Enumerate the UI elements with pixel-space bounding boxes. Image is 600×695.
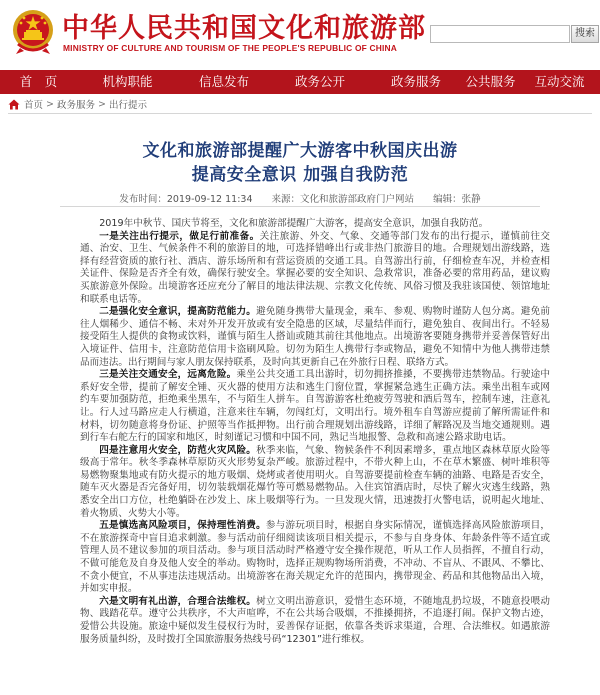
breadcrumb bbox=[8, 96, 147, 112]
site-name: 中华人民共和国文化和旅游部 bbox=[62, 13, 426, 44]
article-body bbox=[80, 218, 550, 646]
article-paragraph bbox=[80, 231, 550, 307]
article-title-line2: 提高安全意识 加强自我防范 bbox=[191, 165, 409, 185]
site-header bbox=[0, 0, 600, 70]
national-emblem-icon[interactable] bbox=[10, 6, 56, 56]
paragraph-text: 秋季来临，气象、物候条件不利因素增多，重点地区森林草原火险等级高于常年。秋冬季森林草原防灭火形势复杂严峻。旅游过程中，不带火种上山，不在草木繁盛、树叶堆积等易燃物聚集地或有防火提示的地方吸烟、烧烤或者使用明火。自驾游要提前检查车辆的油路、电路是否安全，随车灭火器是否完备好用，切勿装载烟花爆竹等可燃易燃物品。入住宾馆酒店时，尽快了解火灾逃生线路，熟悉安全出口方位，杜绝躺卧在沙发上、床上吸烟等行为。一旦发现火情，迅速拨打火警电话，说明起火地址、着火物质、火势大小等。 bbox=[80, 444, 551, 519]
article-source: 来源：文化和旅游部政府门户网站 bbox=[271, 194, 415, 205]
paragraph-lead: 四是注意用火安全，防范火灾风险。 bbox=[99, 444, 257, 456]
article-editor: 编辑：张静 bbox=[433, 194, 481, 205]
paragraph-lead: 一是关注出行提示，做足行前准备。 bbox=[99, 230, 260, 242]
article-paragraph bbox=[80, 520, 550, 596]
paragraph-lead: 五是慎选高风险项目，保持理性消费。 bbox=[99, 520, 266, 532]
home-icon bbox=[8, 99, 20, 110]
article-meta bbox=[0, 191, 600, 205]
paragraph-text: 关注旅游、外交、气象、交通等部门发布的出行提示，谨慎前往交通、治安、卫生、气候条件不利的旅游目的地，可选择错峰出行或非热门旅游目的地。合理规划出游线路，选择有经营资质的旅行社、酒店、游乐场所和有营运资质的交通工具。自驾游出行前，仔细检查车况，并检查相关证件、保险是否齐全有效，确保行驶安全。掌握必要的安全知识、急救常识，准备必要的常用药品，建议购买旅游意外保险。出境游客还应充分了解目的地法律法规、宗教文化传统、风俗习惯及我驻该国使、领馆地址和联系电话等。 bbox=[80, 230, 551, 305]
article-paragraph bbox=[80, 369, 550, 445]
breadcrumb-travel-tips[interactable]: 出行提示 bbox=[108, 100, 147, 111]
nav-item-3[interactable]: 政务公开 bbox=[294, 74, 345, 89]
meta-divider bbox=[60, 206, 540, 207]
nav-item-6[interactable]: 互动交流 bbox=[534, 74, 585, 89]
breadcrumb-separator: > bbox=[46, 98, 54, 110]
nav-item-5[interactable]: 公共服务 bbox=[465, 74, 516, 89]
paragraph-lead: 三是关注交通安全，远离危险。 bbox=[99, 369, 237, 381]
paragraph-text: 2019年中秋节、国庆节将至，文化和旅游部提醒广大游客，提高安全意识，加强自我防范。 bbox=[99, 218, 489, 229]
paragraph-text: 避免随身携带大量现金，乘车、参观、购物时谨防人包分离。避免前往人烟稀少、通信不畅、未对外开发开放或有安全隐患的区域，尽量结伴而行，避免独自、夜间出行。不轻易接受陌生人提供的食物或饮料，谨慎与陌生人搭讪或随其前往其他地点。出境游客要随身携带并妥善保管好出入境证件、信用卡，注意防范信用卡盗刷风险。切勿为陌生人携带行李或物品，避免不知情中为他人携带违禁品而违法。出行期间与家人朋友保持联系，及时向其更新自己在外旅行日程、联络方式。 bbox=[80, 306, 551, 368]
article-paragraph bbox=[80, 306, 550, 369]
article-title-line1: 文化和旅游部提醒广大游客中秋国庆出游 bbox=[142, 141, 458, 161]
paragraph-lead: 二是强化安全意识，提高防范能力。 bbox=[99, 306, 257, 318]
paragraph-text: 树立文明出游意识，爱惜生态环境，不随地乱扔垃圾，不随意投喂动物、践踏花草。遵守公共秩序，不大声喧哗，不在公共场合吸烟，不推搡拥挤，不追逐打闹。保护文物古迹，爱惜公共设施。旅途中疑似发生侵权行为时，妥善保存证据，依靠各类诉求渠道，合理、合法维权。如遇旅游服务质量纠纷，及时拨打全国旅游服务热线号码“12301”进行维权。 bbox=[80, 595, 551, 645]
nav-item-4[interactable]: 政务服务 bbox=[390, 74, 441, 89]
main-nav bbox=[0, 70, 600, 94]
breadcrumb-separator: > bbox=[98, 98, 106, 110]
article-paragraph bbox=[80, 218, 550, 231]
article-paragraph bbox=[80, 445, 550, 521]
nav-item-2[interactable]: 信息发布 bbox=[198, 74, 249, 89]
paragraph-text: 参与游玩项目时，根据自身实际情况，谨慎选择高风险旅游项目，不在旅游探奇中盲目追求刺激。参与活动前仔细阅读该项目相关提示，不参与自身身体、年龄条件等不适宜或管理人员不建议参加的项目活动。参与项目活动时严格遵守安全操作规范，听从工作人员指挥，不擅自行动，不做可能危及自身及他人安全的举动。购物时，选择正规购物场所消费，不冲动、不盲从、不跟风、不攀比、不贪小便宜，不从事违法违规活动。出境游客在海关规定允许的范围内，携带现金、药品和其他物品出入境，并如实申报。 bbox=[80, 520, 551, 595]
paragraph-text: 乘坐公共交通工具出游时，切勿拥挤推搡，不要携带违禁物品。行驶途中系好安全带，提前了解安全锤、灭火器的使用方法和逃生门窗位置，掌握紧急逃生正确方法。乘坐出租车或网约车要加强防范，拒绝乘坐黑车，不与陌生人拼车。自驾游游客杜绝疲劳驾驶和酒后驾车，控制车速，注意礼让。行人过马路应走人行横道，注意来往车辆，勿闯红灯，文明出行。境外租车自驾游应提前了解所需证件和材料，切勿随意将身份证、护照等当作抵押物。出行前合理规划出游线路，详细了解路况及当地交通规则。遇到行车右舵左行的国家和地区，时刻谨记习惯和中国不同，熟记当地报警、急救和高速公路求助电话。 bbox=[80, 369, 551, 444]
breadcrumb-government-services[interactable]: 政务服务 bbox=[56, 100, 95, 111]
site-name-en: MINISTRY OF CULTURE AND TOURISM OF THE PEOPLE'S REPUBLIC OF CHINA bbox=[63, 43, 398, 53]
breadcrumb-divider bbox=[8, 113, 592, 114]
paragraph-lead: 六是文明有礼出游，合理合法维权。 bbox=[99, 595, 257, 607]
search-button[interactable]: 搜索 bbox=[571, 25, 599, 43]
nav-item-0[interactable]: 首 页 bbox=[19, 74, 58, 89]
search-input[interactable] bbox=[430, 25, 570, 43]
nav-item-1[interactable]: 机构职能 bbox=[102, 74, 153, 89]
article-paragraph bbox=[80, 596, 550, 646]
breadcrumb-home[interactable]: 首页 bbox=[24, 100, 44, 111]
publish-time: 发布时间：2019-09-12 11:34 bbox=[119, 194, 253, 205]
